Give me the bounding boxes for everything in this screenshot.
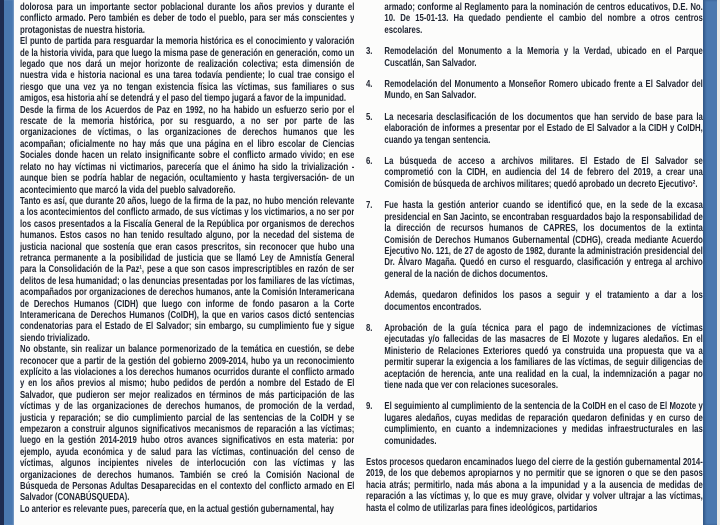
list-item-text: Aprobación de la guía técnica para el pago de indemnizaciones de víctimas ejecutadas y/o fallecidas de las masacres de El Mozote y lugares aledaños. En el Ministerio de Relaciones Exteriores quedó ya construida una propuesta que va a permitir superar la exigencia a los familiares de las víctimas, de seguir diligencias de aceptación de herencia, ante una realidad en la cual, la indemnización a pagar no tiene nada que ver con relaciones sucesorales.	[384, 322, 703, 391]
list-item-paragraph: Fue hasta la gestión anterior cuando se identificó que, en la sede de la excasa presidencial en San Jacinto, se encontraban resguardados bajo la responsabilidad de la dirección de recursos humanos de CAPRES, los documentos de la extinta Comisión de Derechos Humanos Gubernamental (CDHG), creada mediante Acuerdo Ejecutivo No. 121, de 27 de agosto de 1982, durante la administración presidencial del Dr. Álvaro Magaña. Quedó en curso el resguardo, clasificación y entrega al archivo general de la nación de dichos documentos.	[384, 200, 703, 280]
list-item-number: 3.	[366, 46, 373, 58]
body-paragraph: No obstante, sin realizar un balance pormenorizado de la temática en cuestión, se debe reconocer que a partir de la gestión del gobierno 2009-2014, hubo ya un reconocimiento explícito a las violaciones a los derechos humanos ocurridos durante el conflicto armado y en los años previos al mismo; hubo pedidos de perdón a nombre del Estado de El Salvador, que pudieron ser mejor realizados en términos de más participación de las víctimas y de las organizaciones de derechos humanos, de promoción de la verdad, justicia y reparación; se dio cumplimiento parcial de las sentencias de la CoIDH y se empezaron a construir algunos significativos mecanismos de reparación a las víctimas; luego en la gestión 2014-2019 hubo otros avances significativos en esta materia: por ejemplo, ayuda económica y de salud para las víctimas, continuación del censo de víctimas, algunos incipientes niveles de interlocución con las víctimas y las organizaciones de derechos humanos. También se creó la Comisión Nacional de Búsqueda de Personas Adultas Desaparecidas en el contexto del conflicto armado en El Salvador (CONABÚSQUEDA).	[20, 344, 354, 504]
list-item-number: 4.	[366, 79, 373, 91]
numbered-list-item	[366, 200, 703, 313]
right-edge-blue-stripe	[703, 0, 717, 525]
list-item-number: 6.	[366, 156, 373, 168]
numbered-list-item	[366, 46, 703, 69]
numbered-list-item	[366, 156, 703, 190]
list-item-continuation: armado; conforme al Reglamento para la nominación de centros educativos, D.E. No. 10. De 15-01-13. Ha quedado pendiente el cambio del nombre a otros centros escolares.	[384, 2, 703, 36]
list-item-number: 5.	[366, 111, 373, 123]
list-item-number: 9.	[366, 401, 373, 413]
closing-paragraph: Estos procesos quedaron encaminados luego del cierre de la gestión gubernamental 2014-2019, de los que debemos apropiarnos y no permitir que se ignoren o que se den pasos hacia atrás; permitirlo, nada más abona a la impunidad y a la ausencia de medidas de reparación a las víctimas y, lo que es muy grave, olvidar y volver ultrajar a las víctimas, hasta el colmo de utilizarlas para fines ideológicos, partidarios	[366, 457, 703, 514]
body-paragraph: Desde la firma de los Acuerdos de Paz en 1992, no ha habido un esfuerzo serio por el rescate de la memoria histórica, por su resguardo, a no ser por parte de las organizaciones de víctimas, o las organizaciones de derechos humanos que les acompañan; oficialmente no hay más que una página en el libro escolar de Ciencias Sociales donde hacen un relato insignificante sobre el conflicto armado vivido; en ese relato no hay víctimas ni victimarios, parecería que el ánimo ha sido la trivialización -aunque bien se podría hablar de negación, ocultamiento y hasta tergiversación- de un acontecimiento que marcó la vida del pueblo salvadoreño.	[20, 104, 354, 196]
numbered-list-item	[366, 401, 703, 447]
right-column-text-block	[366, 2, 703, 514]
body-paragraph: dolorosa para un importante sector poblacional durante los años previos y durante el conflicto armado. Pero también es deber de todo el pueblo, para ser más conscientes y protagonistas de nuestra historia.	[20, 2, 354, 36]
list-item-paragraph: Además, quedaron definidos los pasos a seguir y el tratamiento a dar a los documentos encontrados.	[384, 290, 703, 313]
body-paragraph: Lo anterior es relevante pues, parecería que, en la actual gestión gubernamental, hay	[20, 503, 334, 515]
left-text-column	[20, 2, 354, 523]
list-item-text: La necesaria desclasificación de los documentos que han servido de base para la elaboración de informes a presentar por el Estado de El Salvador a la CIDH y CoIDH, cuando ya tengan sentencia.	[384, 111, 703, 146]
numbered-list-item	[366, 112, 703, 146]
left-edge-blue-stripe	[4, 0, 14, 525]
right-text-column	[366, 2, 703, 523]
list-item-text: Remodelación del Monumento a Monseñor Romero ubicado frente a El Salvador del Mundo, en San Salvador.	[384, 79, 703, 102]
left-column-text-block	[20, 2, 354, 515]
list-item-text	[384, 200, 702, 313]
numbered-list-item	[366, 323, 703, 391]
list-item-text: El seguimiento al cumplimiento de la sentencia de la CoIDH en el caso de El Mozote y lugares aledaños, cuyas medidas de reparación quedaron definidas y en curso de cumplimiento, en cuanto a indemnizaciones y medidas infraestructurales en las comunidades.	[384, 401, 703, 447]
list-item-number: 7.	[366, 200, 373, 212]
body-paragraph: El punto de partida para resguardar la memoria histórica es el conocimiento y valoración de la historia vivida, para que luego la misma pase de generación en generación, como un legado que nos dará un mejor horizonte de realización colectiva; esta dimensión de nuestra vida e historia nacional es una tarea todavía pendiente; lo cual trae consigo el riesgo que una vez ya no tengan existencia física las víctimas, sus familiares o sus amigos, esa historia ahí se detendrá y el paso del tiempo jugará a favor de la impunidad.	[20, 36, 354, 105]
body-paragraph: Tanto es así, que durante 20 años, luego de la firma de la paz, no hubo mención relevante a los acontecimientos del conflicto armado, de sus víctimas y los victimarios, a no ser por los casos presentados a la Fiscalía General de la República por organismos de derechos humanos. Estos casos no han tenido resultado alguno, por la necedad del sistema de justicia nacional que sostenía que eran casos prescritos, sin reconocer que hubo una retranca permanente a la posibilidad de justicia que se llamó Ley de Amnistía General para la Consolidación de la Paz¹, pese a que son casos imprescriptibles en razón de ser delitos de lesa humanidad; o las denuncias presentadas por los familiares de las víctimas, acompañados por organizaciones de derechos humanos, ante la Comisión Interamericana de Derechos Humanos (CIDH) que luego con informe de fondo pasaron a la Corte Interamericana de Derechos Humanos (CoIDH), la que en varios casos dictó sentencias condenatorias para el Estado de El Salvador; sin embargo, su cumplimiento fue y sigue siendo trivializado.	[20, 195, 354, 344]
list-item-text: Remodelación del Monumento a la Memoria y la Verdad, ubicado en el Parque Cuscatlán, San Salvador.	[384, 46, 703, 69]
list-item-number: 8.	[366, 322, 373, 334]
list-item-text: La búsqueda de acceso a archivos militares. El Estado de El Salvador se comprometió con la CIDH, en audiencia del 14 de febrero del 2019, a crear una Comisión de búsqueda de archivos militares; quedó aprobado un decreto Ejecutivo².	[384, 156, 703, 190]
numbered-list-item	[366, 79, 703, 102]
